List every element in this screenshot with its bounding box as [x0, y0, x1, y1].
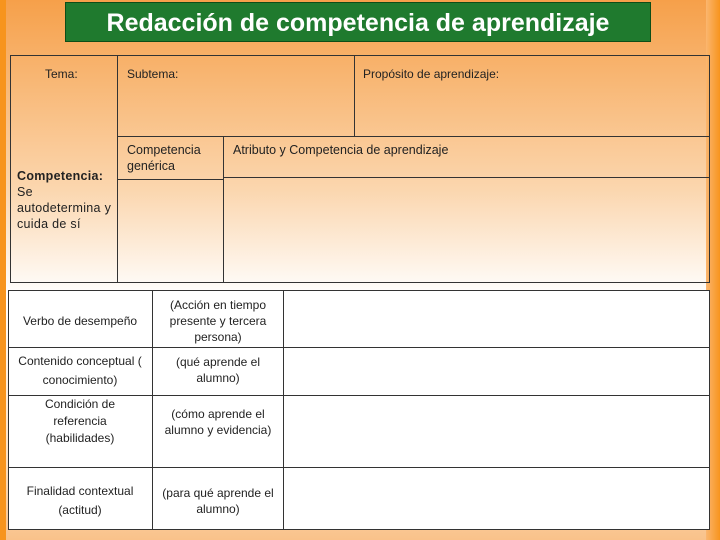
competencia-generica-label: Competencia genérica: [127, 143, 201, 173]
tema-label: Tema:: [45, 67, 78, 81]
bottom-divider-row1: [8, 347, 710, 348]
bottom-divider-col1: [152, 290, 153, 530]
atributo-label: Atributo y Competencia de aprendizaje: [233, 143, 449, 157]
subtema-label: Subtema:: [127, 67, 179, 81]
row-label-verbo: Verbo de desempeño: [22, 314, 138, 328]
top-table-divider-proposito: [354, 55, 355, 137]
row-label-finalidad: Finalidad contextual (actitud): [26, 484, 134, 517]
bottom-divider-row3: [8, 467, 710, 468]
proposito-label: Propósito de aprendizaje:: [363, 67, 500, 81]
competencia-block: [17, 168, 115, 232]
competencia-value: Se autodetermina y cuida de sí: [17, 185, 112, 231]
slide-left-edge: [0, 0, 6, 540]
page-title: Redacción de competencia de aprendizaje: [65, 2, 651, 42]
row-hint-finalidad: (para qué aprende el alumno): [162, 486, 274, 516]
row-hint-contenido: (qué aprende el alumno): [175, 355, 261, 385]
row-hint-condicion: (cómo aprende el alumno y evidencia): [164, 407, 272, 437]
row-label-condicion: Condición de referencia (habilidades): [44, 397, 116, 445]
row-hint-verbo: (Acción en tiempo presente y tercera persona): [169, 298, 267, 344]
bottom-divider-col2: [283, 290, 284, 530]
competencia-label: Competencia:: [17, 169, 104, 183]
row-label-contenido: Contenido conceptual ( conocimiento): [18, 354, 142, 387]
